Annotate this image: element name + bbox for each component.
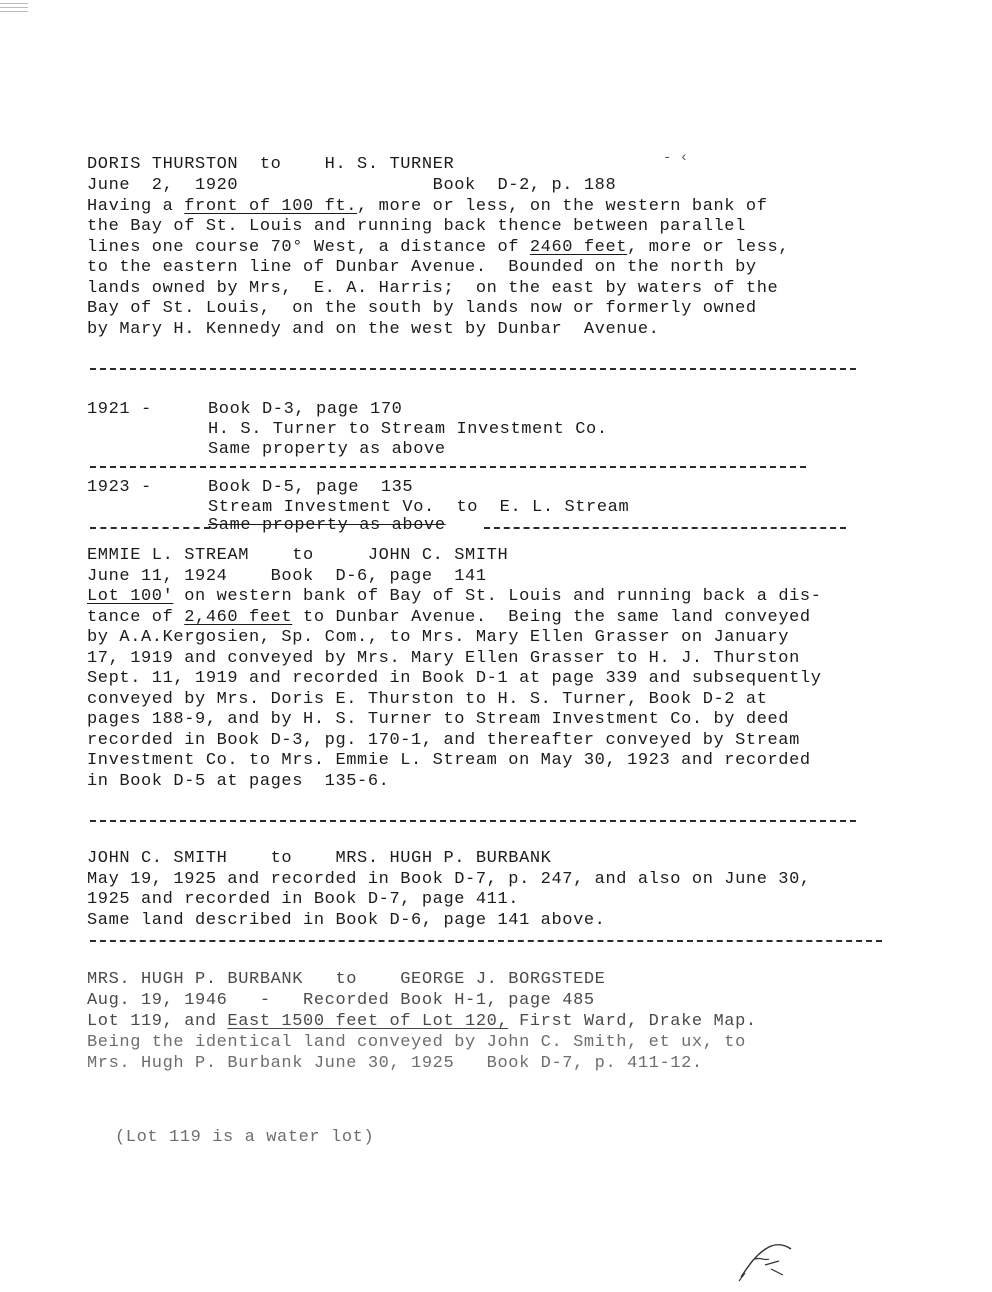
body-line: tance of 2,460 feet to Dunbar Avenue. Being the same land conveyed xyxy=(87,608,811,627)
body-line: Sept. 11, 1919 and recorded in Book D-1 at page 339 and subsequently xyxy=(87,669,822,688)
body-line: Mrs. Hugh P. Burbank June 30, 1925 Book D-7, p. 411-12. xyxy=(87,1054,703,1073)
body-line: by Mary H. Kennedy and on the west by Dunbar Avenue. xyxy=(87,320,660,339)
scan-artifact xyxy=(0,0,30,22)
stray-mark: - ‹ xyxy=(663,150,689,166)
entry-2-year: 1921 - xyxy=(87,400,152,419)
body-line: pages 188-9, and by H. S. Turner to Stream Investment Co. by deed xyxy=(87,710,790,729)
body-line: conveyed by Mrs. Doris E. Thurston to H. S. Turner, Book D-2 at xyxy=(87,690,768,709)
body-line: lines one course 70° West, a distance of 2460 feet, more or less, xyxy=(87,238,790,257)
body-line: Lot 119, and East 1500 feet of Lot 120, First Ward, Drake Map. xyxy=(87,1012,757,1031)
body-line: May 19, 1925 and recorded in Book D-7, p. 247, and also on June 30, xyxy=(87,870,811,889)
body-line: Same land described in Book D-6, page 141 above. xyxy=(87,911,606,930)
body-line: lands owned by Mrs, E. A. Harris; on the east by waters of the xyxy=(87,279,779,298)
entry-3-line: Book D-5, page 135 xyxy=(208,478,414,497)
handwritten-initials-mark xyxy=(735,1235,799,1283)
body-line: 17, 1919 and conveyed by Mrs. Mary Ellen Grasser to H. J. Thurston xyxy=(87,649,800,668)
body-line: Bay of St. Louis, on the south by lands now or formerly owned xyxy=(87,299,757,318)
entry-3-year: 1923 - xyxy=(87,478,152,497)
entry-2-line: Same property as above xyxy=(208,440,446,459)
body-line: 1925 and recorded in Book D-7, page 411. xyxy=(87,890,520,909)
body-line: in Book D-5 at pages 135-6. xyxy=(87,772,390,791)
entry-2-line: Book D-3, page 170 xyxy=(208,400,403,419)
entry-4-header: EMMIE L. STREAM to JOHN C. SMITH xyxy=(87,546,509,565)
body-line: Having a front of 100 ft., more or less, on the western bank of xyxy=(87,197,768,216)
entry-2-line: H. S. Turner to Stream Investment Co. xyxy=(208,420,608,439)
separator-line xyxy=(90,466,806,468)
entry-3-line: Stream Investment Vo. to E. L. Stream xyxy=(208,498,630,517)
body-line: the Bay of St. Louis and running back thence between parallel xyxy=(87,217,746,236)
entry-1-date: June 2, 1920 Book D-2, p. 188 xyxy=(87,176,617,195)
body-line: Investment Co. to Mrs. Emmie L. Stream on May 30, 1923 and recorded xyxy=(87,751,811,770)
separator-line xyxy=(484,527,846,529)
separator-line xyxy=(90,368,856,370)
entry-6-date: Aug. 19, 1946 - Recorded Book H-1, page 485 xyxy=(87,991,595,1010)
entry-1-header: DORIS THURSTON to H. S. TURNER xyxy=(87,155,455,174)
body-line: Lot 100' on western bank of Bay of St. Louis and running back a dis- xyxy=(87,587,822,606)
footnote: (Lot 119 is a water lot) xyxy=(115,1128,375,1147)
separator-line xyxy=(90,820,856,822)
body-line: Being the identical land conveyed by John C. Smith, et ux, to xyxy=(87,1033,746,1052)
body-line: recorded in Book D-3, pg. 170-1, and thereafter conveyed by Stream xyxy=(87,731,800,750)
entry-4-date: June 11, 1924 Book D-6, page 141 xyxy=(87,567,487,586)
separator-line xyxy=(90,527,210,529)
entry-6-header: MRS. HUGH P. BURBANK to GEORGE J. BORGSTEDE xyxy=(87,970,606,989)
body-line: by A.A.Kergosien, Sp. Com., to Mrs. Mary Ellen Grasser on January xyxy=(87,628,790,647)
body-line: to the eastern line of Dunbar Avenue. Bounded on the north by xyxy=(87,258,757,277)
entry-5-header: JOHN C. SMITH to MRS. HUGH P. BURBANK xyxy=(87,849,552,868)
separator-line xyxy=(90,940,882,942)
entry-3-line: Same property as above xyxy=(208,516,446,535)
